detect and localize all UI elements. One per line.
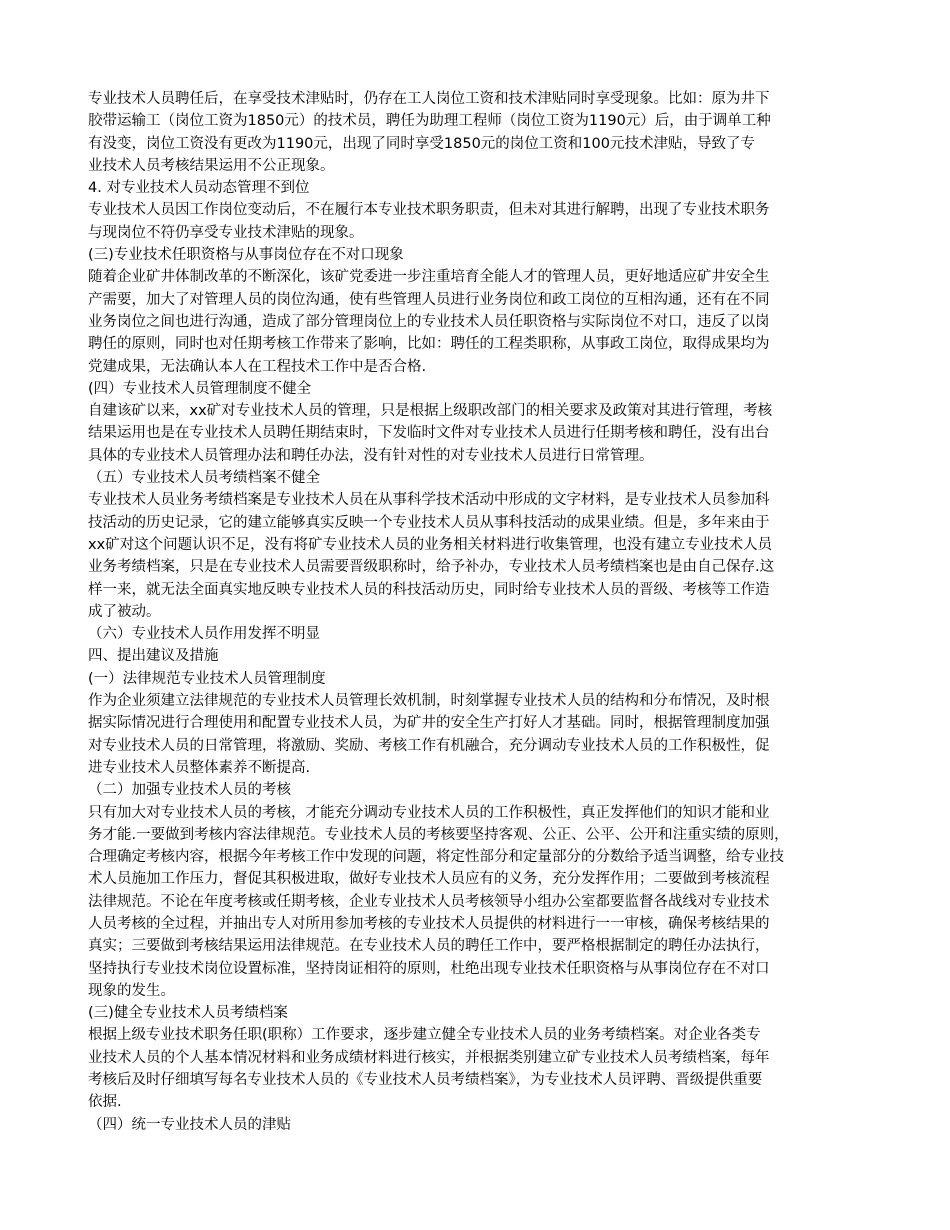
- paragraph-line: 根据上级专业技术职务任职(职称）工作要求，逐步建立健全专业技术人员的业务考绩档案。对企业各类专: [88, 1027, 761, 1044]
- paragraph: [88, 400, 866, 467]
- section-heading: (三)健全专业技术人员考绩档案: [88, 1005, 288, 1022]
- paragraph: [88, 690, 866, 779]
- paragraph-line: 有没变，岗位工资没有更改为1190元，出现了同时享受1850元的岗位工资和100元技术津贴，导致了专: [88, 135, 755, 152]
- paragraph-line: 合理确定考核内容，根据今年考核工作中发现的问题，将定性部分和定量部分的分数给予适当调整，给专业技: [88, 849, 784, 866]
- section-heading: (一）法律规范专业技术人员管理制度: [88, 670, 326, 687]
- paragraph-line: 专业技术人员因工作岗位变动后，不在履行本专业技术职务职责，但未对其进行解聘，出现了专业技术职务: [88, 202, 770, 219]
- paragraph-line: 依据.: [88, 1094, 122, 1111]
- paragraph-line: 技活动的历史记录，它的建立能够真实反映一个专业技术人员从事科技活动的成果业绩。但是，多年来由于: [88, 514, 770, 531]
- paragraph-line: 专业技术人员业务考绩档案是专业技术人员在从事科学技术活动中形成的文字材料，是专业技术人员参加科: [88, 492, 770, 509]
- paragraph-line: 考核后及时仔细填写每名专业技术人员的《专业技术人员考绩档案》，为专业技术人员评聘、晋级提供重要: [88, 1072, 763, 1089]
- paragraph-line: 据实际情况进行合理使用和配置专业技术人员，为矿井的安全生产打好人才基础。同时，根据管理制度加强: [88, 715, 770, 732]
- section-heading: （二）加强专业技术人员的考核: [88, 782, 291, 799]
- paragraph-line: 业技术人员考核结果运用不公正现象。: [88, 157, 335, 174]
- paragraph-line: 具体的专业技术人员管理办法和聘任办法，没有针对性的对专业技术人员进行日常管理。: [88, 447, 654, 464]
- paragraph-line: 真实；三要做到考核结果运用法律规范。在专业技术人员的聘任工作中，要严格根据制定的聘任办法执行，: [88, 938, 770, 955]
- paragraph-line: 法律规范。不论在年度考核或任期考核，企业专业技术人员考核领导小组办公室都要监督各战线对专业技术: [88, 893, 770, 910]
- section-heading: （六）专业技术人员作用发挥不明显: [88, 626, 320, 643]
- paragraph-line: 务才能.一要做到考核内容法律规范。专业技术人员的考核要坚持客观、公正、公平、公开和注重实绩的原则，: [88, 826, 789, 843]
- paragraph: [88, 1024, 866, 1113]
- section-heading: （五）专业技术人员考绩档案不健全: [88, 470, 320, 487]
- paragraph-line: xx矿对这个问题认识不足，没有将矿专业技术人员的业务相关材料进行收集管理，也没有建立专业技术人员: [88, 536, 773, 553]
- section-heading: (四）专业技术人员管理制度不健全: [88, 380, 312, 397]
- paragraph-line: 业技术人员的个人基本情况材料和业务成绩材料进行核实，并根据类别建立矿专业技术人员考绩档案，每年: [88, 1049, 770, 1066]
- section-heading: 4. 对专业技术人员动态管理不到位: [88, 180, 310, 197]
- paragraph-line: 术人员施加工作压力，督促其积极进取，做好专业技术人员应有的义务，充分发挥作用；二要做到考核流程: [88, 871, 770, 888]
- paragraph-line: 作为企业须建立法律规范的专业技术人员管理长效机制，时刻掌握专业技术人员的结构和分布情况，及时根: [88, 693, 770, 710]
- paragraph-line: 党建成果，无法确认本人在工程技术工作中是否合格.: [88, 358, 427, 375]
- section-heading: （四）统一专业技术人员的津贴: [88, 1116, 291, 1133]
- paragraph: [88, 489, 866, 623]
- paragraph-line: 成了被动。: [88, 603, 161, 620]
- paragraph-line: 与现岗位不符仍享受专业技术津贴的现象。: [88, 224, 364, 241]
- paragraph-line: 业务考绩档案，只是在专业技术人员需要晋级职称时，给予补办，专业技术人员考绩档案也是由自己保存.这: [88, 559, 775, 576]
- paragraph-line: 结果运用也是在专业技术人员聘任期结束时，下发临时文件对专业技术人员进行任期考核和聘任，没有出台: [88, 425, 770, 442]
- paragraph-line: 专业技术人员聘任后，在享受技术津贴时，仍存在工人岗位工资和技术津贴同时享受现象。比如：原为井下: [88, 91, 770, 107]
- paragraph: [88, 199, 866, 244]
- paragraph-line: 自建该矿以来，xx矿对专业技术人员的管理，只是根据上级职改部门的相关要求及政策对其进行管理，考核: [88, 403, 773, 420]
- paragraph-line: 业务岗位之间也进行沟通，造成了部分管理岗位上的专业技术人员任职资格与实际岗位不对口，违反了以岗: [88, 313, 770, 330]
- paragraph-line: 进专业技术人员整体素养不断提高.: [88, 759, 311, 776]
- paragraph: [88, 266, 866, 377]
- section-heading: (三)专业技术任职资格与从事岗位存在不对口现象: [88, 247, 404, 264]
- paragraph-line: 胶带运输工（岗位工资为1850元）的技术员，聘任为助理工程师（岗位工资为1190元）后，由于调单工种: [88, 113, 771, 130]
- paragraph-line: 只有加大对专业技术人员的考核，才能充分调动专业技术人员的工作积极性，真正发挥他们的知识才能和业: [88, 804, 770, 821]
- paragraph: [88, 802, 866, 1003]
- section-heading: 四、提出建议及措施: [88, 648, 219, 665]
- paragraph-line: 样一来，就无法全面真实地反映专业技术人员的科技活动历史，同时给专业技术人员的晋级、考核等工作造: [88, 581, 770, 598]
- paragraph-line: 坚持执行专业技术岗位设置标准，坚持岗证相符的原则，杜绝出现专业技术任职资格与从事岗位存在不对口: [88, 960, 770, 977]
- paragraph-line: 现象的发生。: [88, 982, 175, 999]
- paragraph: [88, 88, 866, 177]
- paragraph-line: 对专业技术人员的日常管理，将激励、奖励、考核工作有机融合，充分调动专业技术人员的工作积极性，促: [88, 737, 770, 754]
- paragraph-line: 聘任的原则，同时也对任期考核工作带来了影响，比如：聘任的工程类职称，从事政工岗位，取得成果均为: [88, 336, 770, 353]
- paragraph-line: 随着企业矿井体制改革的不断深化，该矿党委进一步注重培育全能人才的管理人员，更好地适应矿井安全生: [88, 269, 770, 286]
- paragraph-line: 人员考核的全过程，并抽出专人对所用参加考核的专业技术人员提供的材料进行一一审核，确保考核结果的: [88, 915, 770, 932]
- paragraph-line: 产需要，加大了对管理人员的岗位沟通，使有些管理人员进行业务岗位和政工岗位的互相沟通，还有在不同: [88, 291, 770, 308]
- document-body: [88, 88, 866, 1136]
